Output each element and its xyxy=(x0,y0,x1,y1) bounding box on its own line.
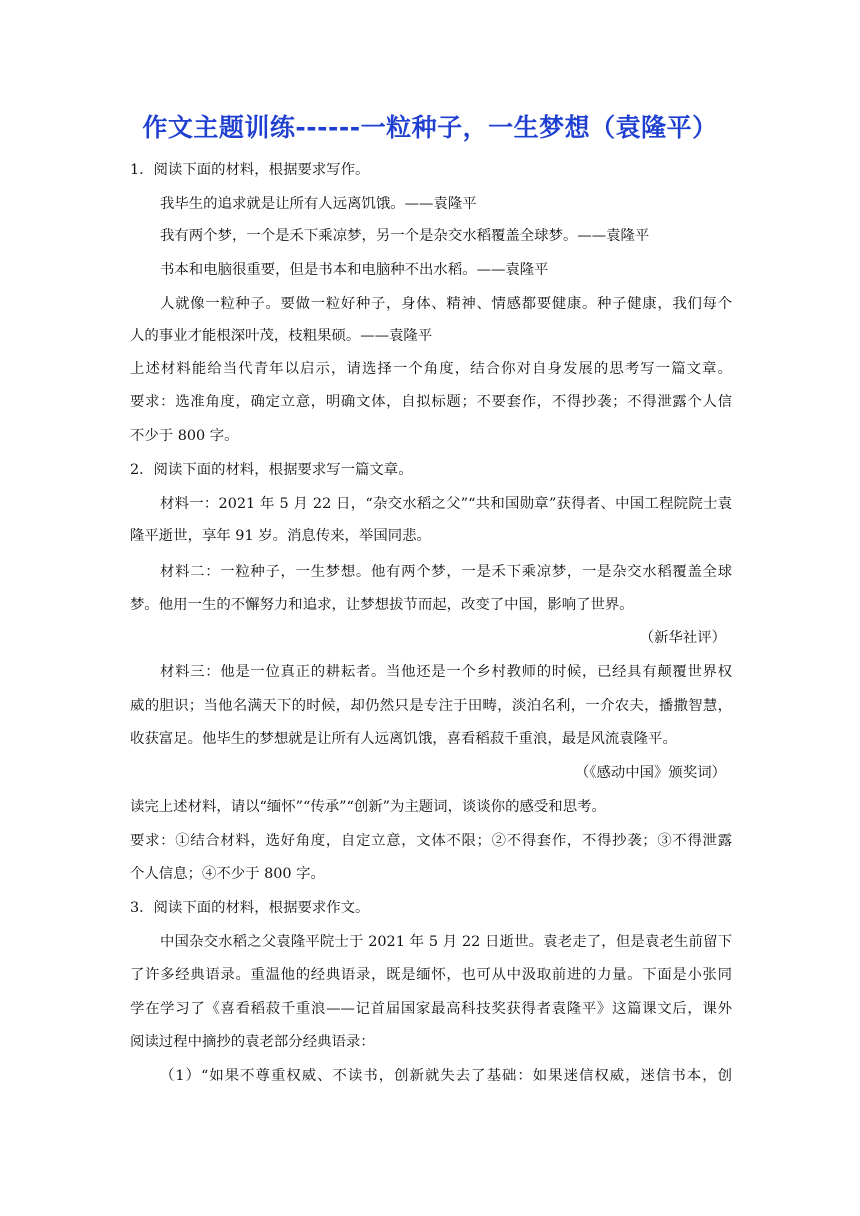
material-line: 材料一：2021 年 5 月 22 日，“杂交水稻之父”“共和国勋章”获得者、中国工程院院士袁 xyxy=(160,496,732,512)
quote-line: 我毕生的追求就是让所有人远离饥饿。——袁隆平 xyxy=(160,196,477,212)
question-3-prompt: 3．阅读下面的材料，根据要求作文。 xyxy=(130,900,370,916)
quote-line: 人的事业才能根深叶茂，枝粗果硕。——袁隆平 xyxy=(130,328,433,344)
source-attribution: （新华社评） xyxy=(639,630,726,646)
material-line: 材料二：一粒种子，一生梦想。他有两个梦，一是禾下乘凉梦，一是杂交水稻覆盖全球 xyxy=(160,564,732,580)
question-2-prompt: 2．阅读下面的材料，根据要求写一篇文章。 xyxy=(130,462,413,478)
requirement-line: 个人信息；④不少于 800 字。 xyxy=(130,866,325,882)
requirement-line: 要求：①结合材料，选好角度，自定立意，文体不限；②不得套作，不得抄袭；③不得泄露 xyxy=(130,833,732,849)
material-line: 收获富足。他毕生的梦想就是让所有人远离饥饿，喜看稻菽千重浪，最是风流袁隆平。 xyxy=(130,731,677,747)
material-line: 了许多经典语录。重温他的经典语录，既是缅怀，也可从中汲取前进的力量。下面是小张同 xyxy=(130,967,732,983)
requirement-line: 要求：选准角度，确定立意，明确文体，自拟标题；不要套作，不得抄袭；不得泄露个人信 xyxy=(130,394,732,410)
material-line: 威的胆识；当他名满天下的时候，却仍然只是专注于田畴，淡泊名利，一介农夫，播撒智慧， xyxy=(130,698,732,714)
instruction-line: 读完上述材料，请以“缅怀”“传承”“创新”为主题词，谈谈你的感受和思考。 xyxy=(130,799,606,815)
instruction-line: 上述材料能给当代青年以启示，请选择一个角度，结合你对自身发展的思考写一篇文章。 xyxy=(130,361,732,377)
quote-line: 人就像一粒种子。要做一粒好种子，身体、精神、情感都要健康。种子健康，我们每个 xyxy=(160,296,732,312)
material-line: 学在学习了《喜看稻菽千重浪——记首届国家最高科技奖获得者袁隆平》这篇课文后，课外 xyxy=(130,1001,732,1017)
material-line: 中国杂交水稻之父袁隆平院士于 2021 年 5 月 22 日逝世。袁老走了，但是袁老生前留下 xyxy=(160,934,732,950)
question-1-prompt: 1．阅读下面的材料，根据要求写作。 xyxy=(130,162,370,178)
material-line: 梦。他用一生的不懈努力和追求，让梦想拔节而起，改变了中国，影响了世界。 xyxy=(130,597,634,613)
requirement-line: 不少于 800 字。 xyxy=(130,428,239,444)
quote-line: 书本和电脑很重要，但是书本和电脑种不出水稻。——袁隆平 xyxy=(160,262,549,278)
material-line: 隆平逝世，享年 91 岁。消息传来，举国同悲。 xyxy=(130,528,431,544)
source-attribution: （《感动中国》颁奖词） xyxy=(574,765,726,781)
material-line: 材料三：他是一位真正的耕耘者。当他还是一个乡村教师的时候，已经具有颠覆世界权 xyxy=(160,664,732,680)
document-title: 作文主题训练------一粒种子，一生梦想（袁隆平） xyxy=(142,113,718,142)
quote-item: （1）“如果不尊重权威、不读书，创新就失去了基础：如果迷信权威，迷信书本，创 xyxy=(160,1068,732,1084)
material-line: 阅读过程中摘抄的袁老部分经典语录： xyxy=(130,1034,375,1050)
quote-line: 我有两个梦，一个是禾下乘凉梦，另一个是杂交水稻覆盖全球梦。——袁隆平 xyxy=(160,228,650,244)
